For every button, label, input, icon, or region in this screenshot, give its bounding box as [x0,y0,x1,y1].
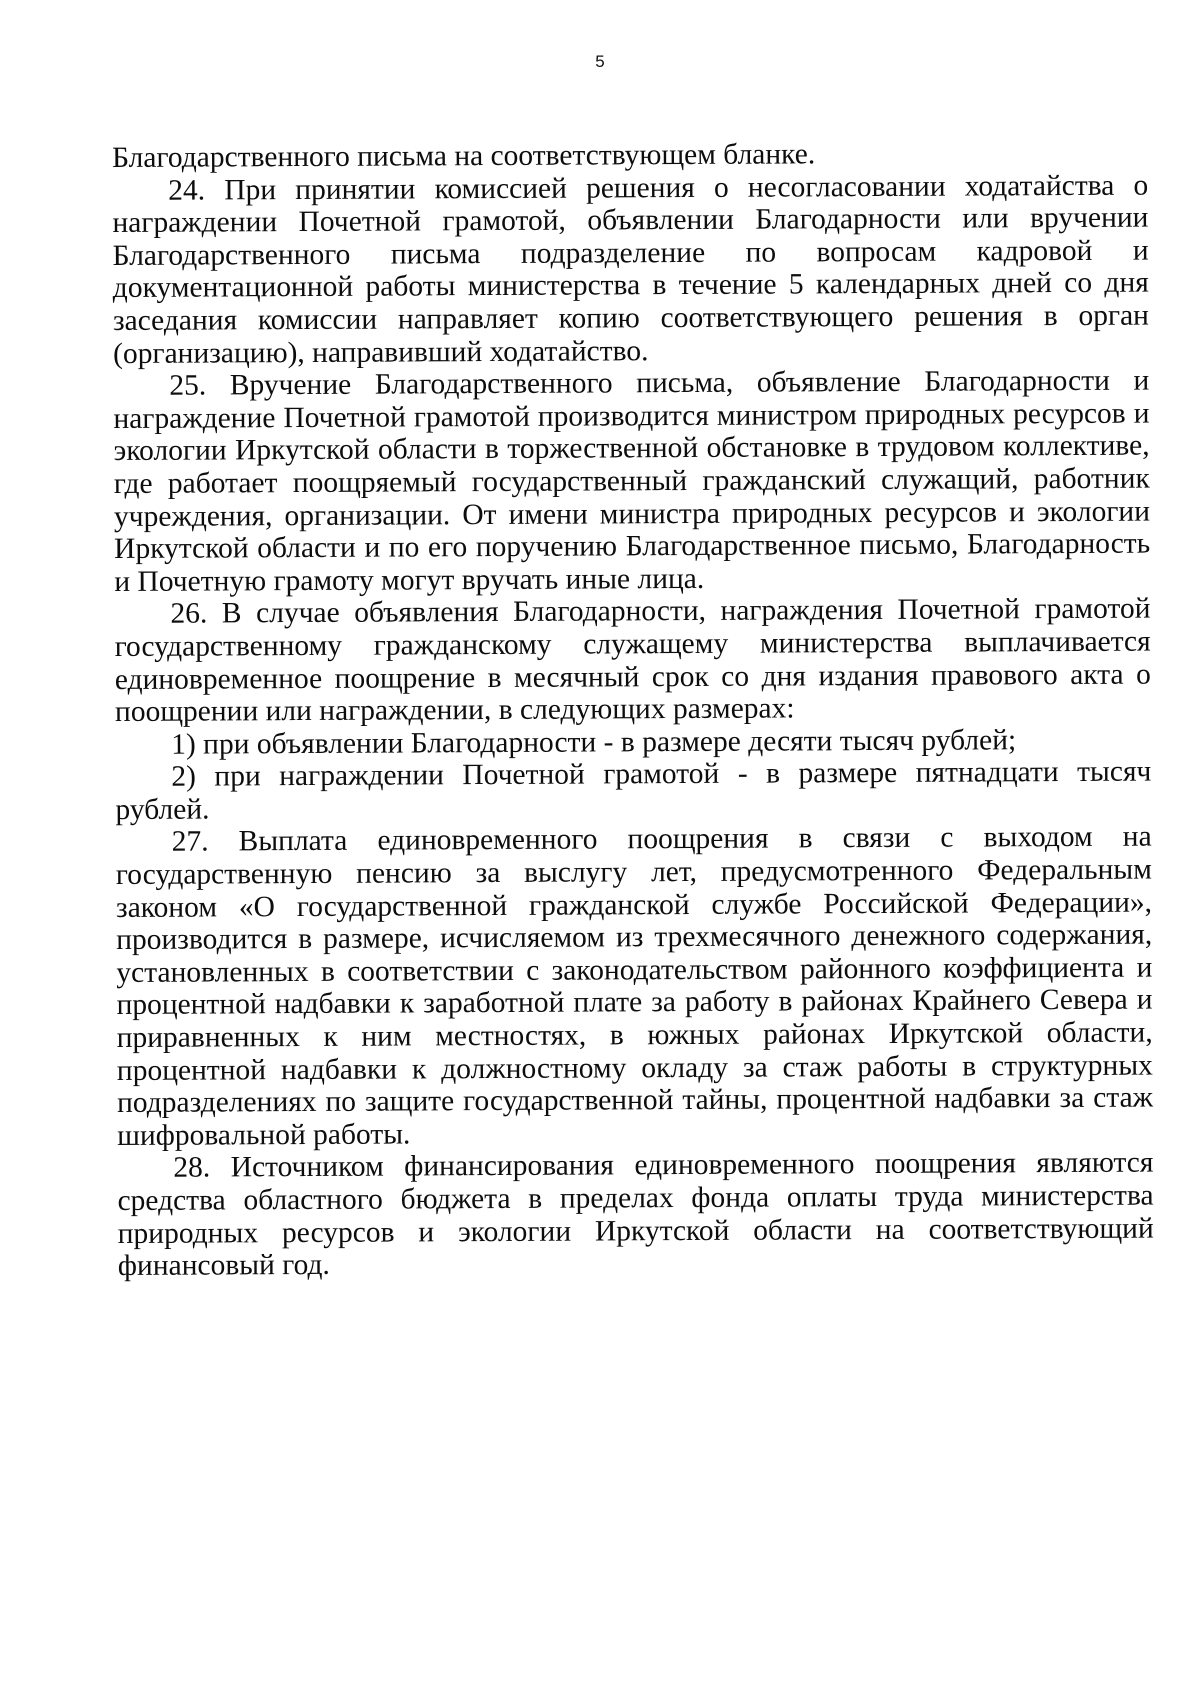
page-number: 5 [595,52,605,71]
paragraph-continuation: Благодарственного письма на соответствующем бланке. [112,138,816,174]
list-item-2: 2) при награждении Почетной грамотой - в размере пятнадцати тысяч рублей. [115,755,1152,826]
paragraph-24: 24. При принятии комиссией решения о несогласовании ходатайства о награждении Почетной грамотой, объявлении Благодарности или вручении Благодарственного письма подразделение по вопросам кадровой и документационной работы министерства в течение 5 календарных дней со дня заседания комиссии направляет копию соответствующего решения в орган (организацию), направивший ходатайство. [112,169,1150,370]
paragraph-28: 28. Источником финансирования единовременного поощрения являются средства областного бюджета в пределах фонда оплаты труда министерства природных ресурсов и экологии Иркутской области на соответствующий финансовый год. [117,1146,1154,1283]
paragraph-27: 27. Выплата единовременного поощрения в связи с выходом на государственную пенсию за выслугу лет, предусмотренного Федеральным законом «О государственной гражданской службе Российской Федерации», производится в размере, исчисляемом из трехмесячного денежного содержания, установленных в соответствии с законодательством районного коэффициента и процентной надбавки к заработной плате за работу в районах Крайнего Севера и приравненных к ним местностях, в южных районах Иркутской области, процентной надбавки к должностному окладу за стаж работы в структурных подразделениях по защите государственной тайны, процентной надбавки за стаж шифровальной работы. [115,821,1154,1152]
paragraph-25: 25. Вручение Благодарственного письма, объявление Благодарности и награждение Почетной грамотой производится министром природных ресурсов и экологии Иркутской области в торжественной обстановке в трудовом коллективе, где работает поощряемый государственный гражданский служащий, работник учреждения, организации. От имени министра природных ресурсов и экологии Иркутской области и по его поручению Благодарственное письмо, Благодарность и Почетную грамоту могут вручать иные лица. [113,364,1151,598]
document-body [112,137,1154,1283]
paragraph-26: 26. В случае объявления Благодарности, награждения Почетной грамотой государственному гражданскому служащему министерства выплачивается единовременное поощрение в месячный срок со дня издания правового акта о поощрении или награждении, в следующих размерах: [114,592,1151,729]
list-item-1: 1) при объявлении Благодарности - в размере десяти тысяч рублей; [171,723,1017,761]
